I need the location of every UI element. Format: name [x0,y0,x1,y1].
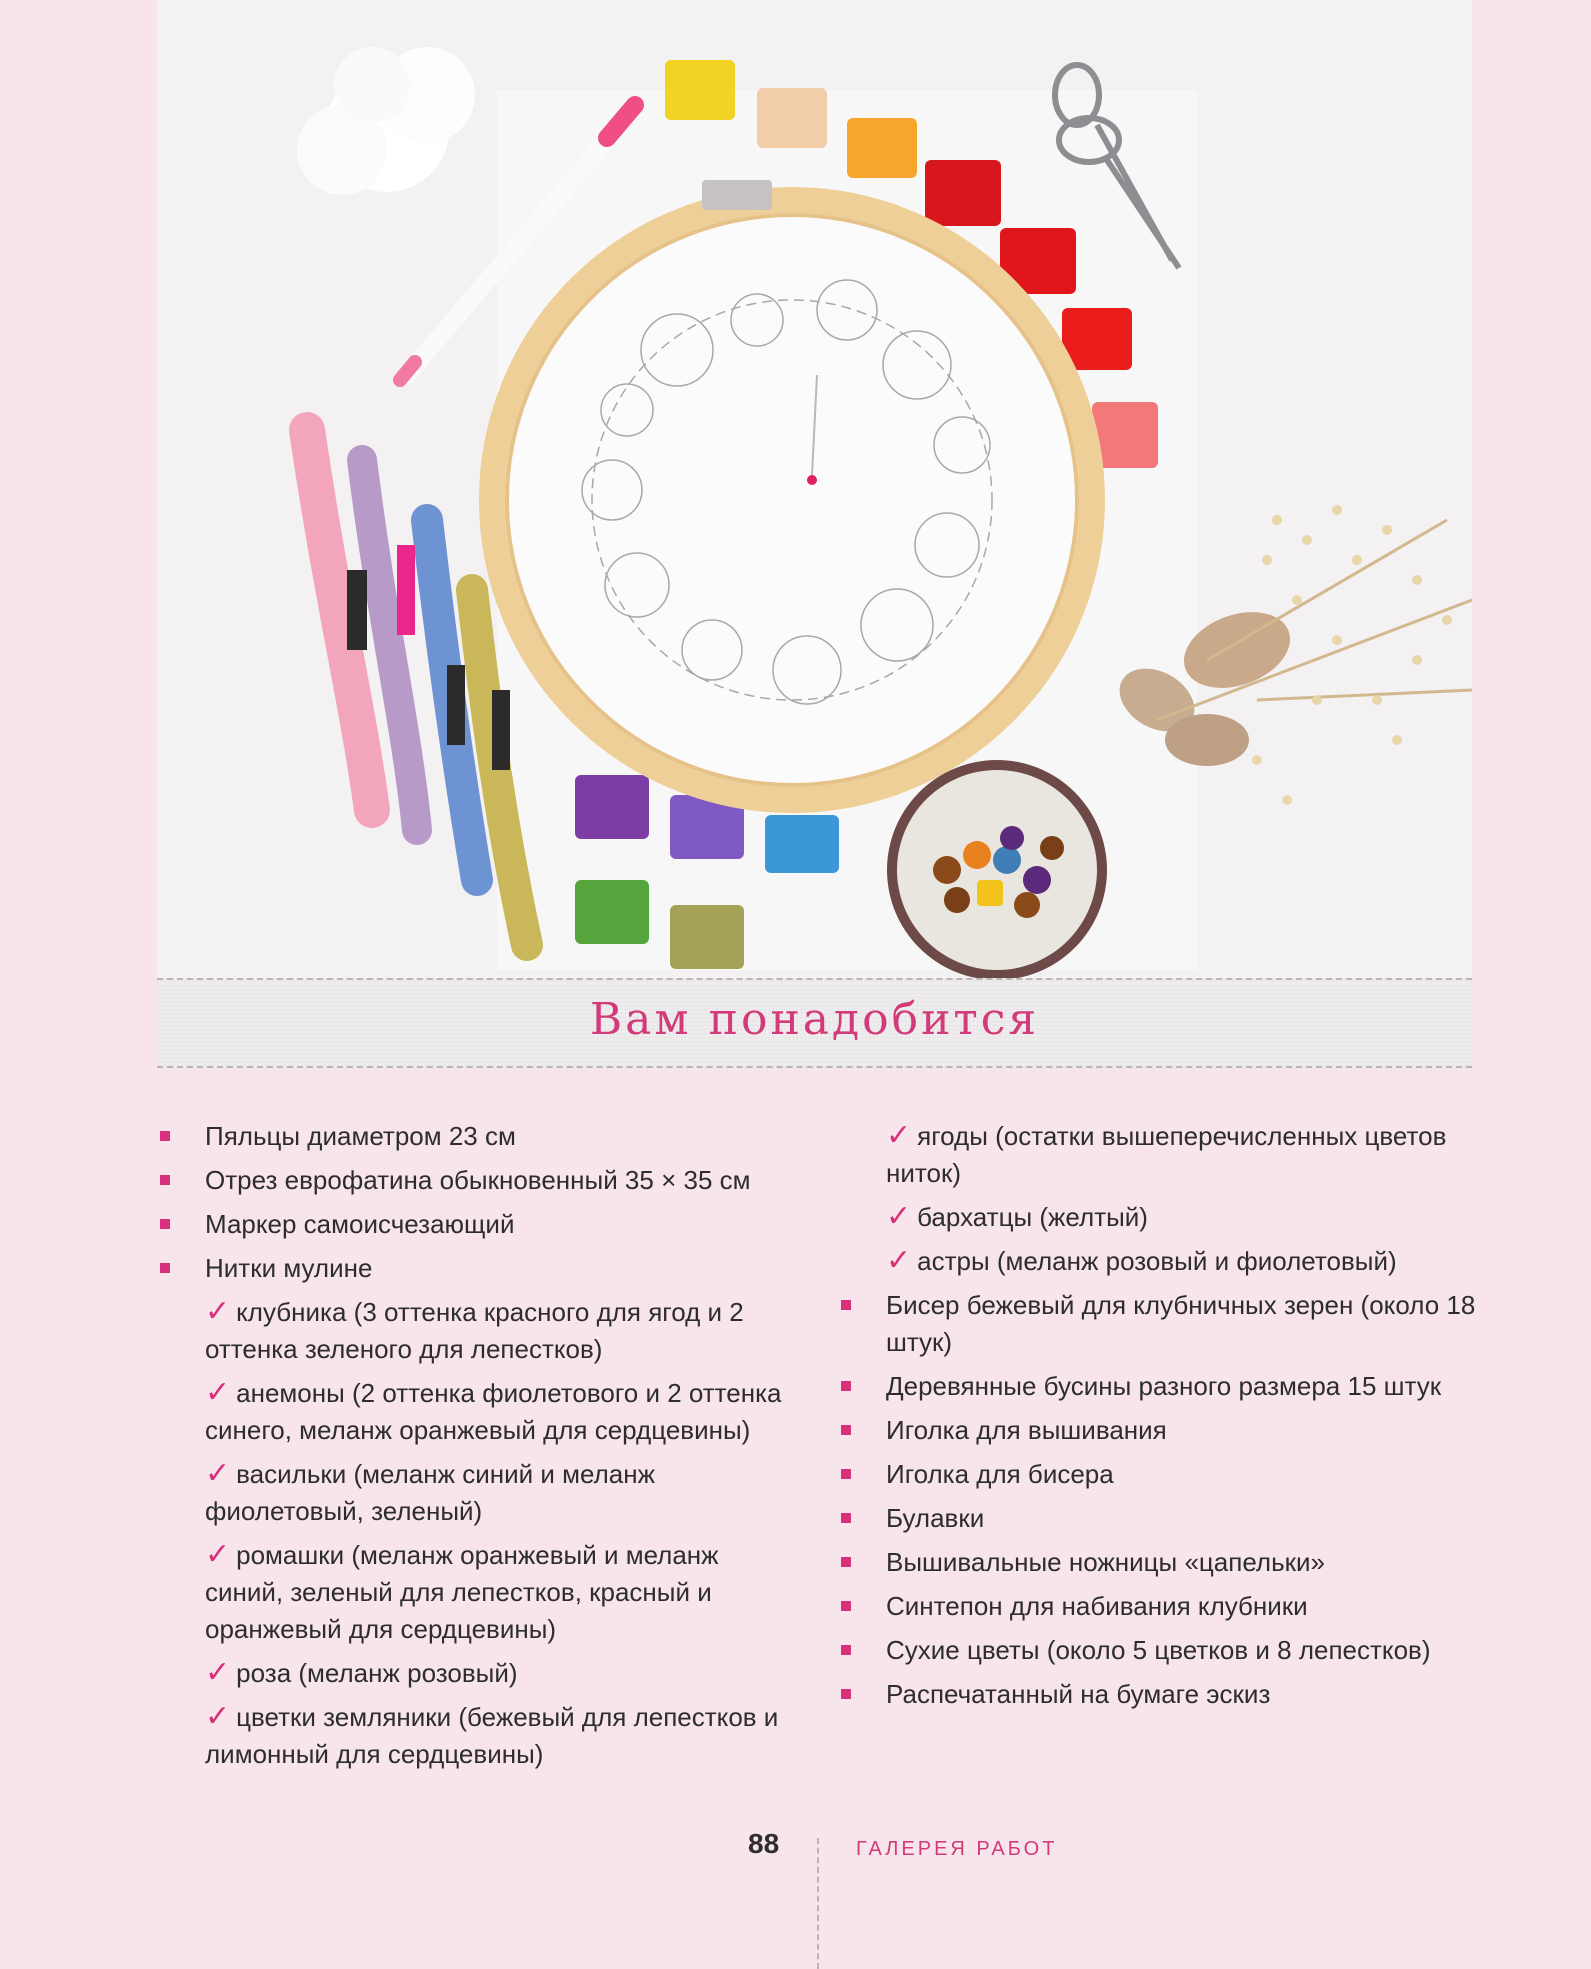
materials-list-left [157,1118,797,1780]
checkmark-icon: ✓ [886,1200,912,1233]
section-banner [157,978,1472,1068]
checkmark-icon: ✓ [205,1538,231,1571]
materials-list-right [838,1118,1478,1720]
section-name: ГАЛЕРЕЯ РАБОТ [856,1838,1058,1860]
bullet-square-icon [841,1425,851,1435]
list-item-text: ромашки (меланж оранжевый и меланж синий, зеленый для лепестков, красный и оранжевый для сердцевины) [205,1540,719,1644]
list-item [838,1632,1478,1669]
checkmark-icon: ✓ [205,1656,231,1689]
sub-list-item [157,1655,797,1692]
checkmark-icon: ✓ [886,1244,912,1277]
list-item-text: Отрез еврофатина обыкновенный 35 × 35 см [205,1165,751,1195]
list-item-text: клубника (3 оттенка красного для ягод и 2 оттенка зеленого для лепестков) [205,1297,744,1364]
cotton-filling [297,47,475,195]
list-item-text: Маркер самоисчезающий [205,1209,515,1239]
bead-dish [887,760,1107,978]
list-item [838,1412,1478,1449]
list-item [838,1287,1478,1361]
list-item [838,1368,1478,1405]
list-item [838,1544,1478,1581]
list-item-text: васильки (меланж синий и меланж фиолетовый, зеленый) [205,1459,655,1526]
bullet-square-icon [160,1263,170,1273]
list-item [157,1118,797,1155]
list-item [157,1162,797,1199]
footer-divider [817,1838,819,1969]
list-item-text: Иголка для вышивания [886,1415,1167,1445]
bullet-square-icon [841,1381,851,1391]
list-item-text: Нитки мулине [205,1253,373,1283]
list-item-text: Сухие цветы (около 5 цветков и 8 лепестков) [886,1635,1431,1665]
list-item-text: анемоны (2 оттенка фиолетового и 2 оттенка синего, меланж оранжевый для сердцевины) [205,1378,782,1445]
sub-list-item [157,1294,797,1368]
list-item-text: астры (меланж розовый и фиолетовый) [917,1246,1397,1276]
list-item-text: роза (меланж розовый) [236,1658,518,1688]
checkmark-icon: ✓ [205,1457,231,1490]
checkmark-icon: ✓ [886,1119,912,1152]
sub-list-item [157,1537,797,1648]
bullet-square-icon [841,1645,851,1655]
materials-photo [157,0,1472,978]
list-item [157,1206,797,1243]
bullet-square-icon [160,1219,170,1229]
list-item-text: Синтепон для набивания клубники [886,1591,1308,1621]
list-item-text: Пяльцы диаметром 23 см [205,1121,516,1151]
sub-list-item [838,1118,1478,1192]
sub-list-item [157,1456,797,1530]
sub-list-item [157,1699,797,1773]
bullet-square-icon [841,1469,851,1479]
bullet-square-icon [841,1689,851,1699]
list-item-text: Вышивальные ножницы «цапельки» [886,1547,1326,1577]
list-item [838,1676,1478,1713]
list-item [838,1456,1478,1493]
list-item [157,1250,797,1287]
bullet-square-icon [841,1300,851,1310]
list-item-text: Иголка для бисера [886,1459,1114,1489]
checkmark-icon: ✓ [205,1700,231,1733]
bullet-square-icon [160,1175,170,1185]
list-item-text: Распечатанный на бумаге эскиз [886,1679,1271,1709]
sub-list-item [838,1243,1478,1280]
sub-list-item [838,1199,1478,1236]
sub-list-item [157,1375,797,1449]
list-item-text: ягоды (остатки вышеперечисленных цветов ниток) [886,1121,1447,1188]
list-item [838,1588,1478,1625]
list-item-text: Деревянные бусины разного размера 15 штук [886,1371,1442,1401]
bullet-square-icon [841,1601,851,1611]
list-item [838,1500,1478,1537]
bullet-square-icon [841,1513,851,1523]
bullet-square-icon [160,1131,170,1141]
checkmark-icon: ✓ [205,1295,231,1328]
section-title: Вам понадобится [589,994,1040,1045]
page-footer [0,1828,1591,1969]
checkmark-icon: ✓ [205,1376,231,1409]
list-item-text: бархатцы (желтый) [917,1202,1148,1232]
list-item-text: цветки земляники (бежевый для лепестков и лимонный для сердцевины) [205,1702,779,1769]
list-item-text: Бисер бежевый для клубничных зерен (около 18 штук) [886,1290,1476,1357]
list-item-text: Булавки [886,1503,985,1533]
bullet-square-icon [841,1557,851,1567]
page-number: 88 [748,1828,780,1859]
